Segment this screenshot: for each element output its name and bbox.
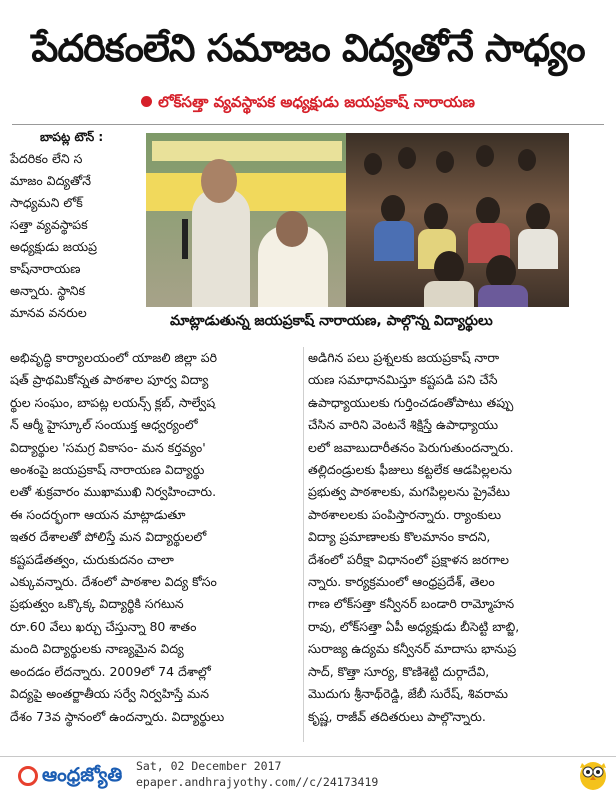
- photo-audience-head: [476, 145, 494, 167]
- photo-audience-head: [434, 251, 464, 285]
- lead-paragraph: పేదరికం లేని స మాజం విద్యతోనే సాధ్యమని లోక్ సత్తా వ్యవస్థాపక అధ్యక్షుడు జయప్ర కాష్‌నారాయణ అన్నారు. స్థానిక మానవ వనరుల: [10, 151, 97, 320]
- column-divider: [303, 347, 304, 742]
- andhrajyothy-logo: [18, 758, 123, 792]
- photo-speaker: [192, 188, 250, 307]
- photo-audience-head: [381, 195, 405, 223]
- photo-audience-head: [398, 147, 416, 169]
- article-column-1: అభివృద్ధి కార్యాలయంలో యాజలి జిల్లా పరి షత్ ప్రాథమికోన్నత పాఠశాల పూర్వ విద్యా ర్థుల సంఘం, బాపట్ల లయన్స్ క్లబ్, సాల్వేష న్ ఆర్మీ హైస్కూల్ సంయుక్త ఆధ్వర్యంలో విద్యార్థుల 'సమగ్ర వికాసం- మన కర్తవ్యం' అంశంపై జయప్రకాష్ నారాయణ విద్యార్థు లతో శుక్రవారం ముఖాముఖి నిర్వహించారు. ఈ సందర్భంగా ఆయన మాట్లాడుతూ ఇతర దేశాలతో పోలిస్తే మన విద్యార్థులలో కష్టపడేతత్వం, చురుకుదనం చాలా ఎక్కువన్నారు. దేశంలో పాఠశాల విద్య కోసం ప్రభుత్వం ఒక్కొక్క విద్యార్థికి సగటున రూ.60 వేలు ఖర్చు చేస్తున్నా 80 శాతం మంది విద్యార్థులకు నాణ్యమైన విద్య అందడం లేదన్నారు. 2009లో 74 దేశాల్లో విద్యపై అంతర్జాతీయ సర్వే నిర్వహిస్తే మన దేశం 73వ స్థానంలో ఉందన్నారు. విద్యార్థులు: [10, 350, 225, 724]
- footer-divider: [0, 756, 616, 757]
- article-photo: [146, 133, 569, 307]
- footer-date: Sat, 02 December 2017: [136, 759, 282, 773]
- photo-caption: మాట్లాడుతున్న జయప్రకాష్ నారాయణ, పాల్గొన్న విద్యార్థులు: [170, 313, 493, 329]
- photo-speaker-head: [201, 159, 237, 203]
- photo-audience-head: [476, 197, 500, 225]
- header-divider: [12, 124, 604, 125]
- footer-meta: [136, 758, 378, 790]
- photo-banner: [152, 141, 342, 161]
- photo-audience-head: [436, 151, 454, 173]
- photo-audience-body: [518, 229, 558, 269]
- photo-audience-head: [486, 255, 516, 289]
- andhrajyothy-logo-icon: [18, 766, 38, 786]
- photo-audience-body: [374, 221, 414, 261]
- photo-microphone: [182, 219, 188, 259]
- photo-audience-head: [364, 153, 382, 175]
- red-dot-icon: [141, 96, 152, 107]
- photo-audience-body: [424, 281, 474, 307]
- photo-audience-head: [424, 203, 448, 231]
- photo-audience-body: [478, 285, 528, 307]
- article-subheadline-row: [0, 93, 616, 119]
- article-column-2: అడిగిన పలు ప్రశ్నలకు జయప్రకాష్ నారా యణ సమాధానమిస్తూ కష్టపడి పని చేసే ఉపాధ్యాయులకు గుర్తించడంతోపాటు తప్పు చేసిన వారిని వెంటనే శిక్షిస్తే ఉపాధ్యాయు లలో జవాబుదారీతనం పెరుగుతుందన్నారు. తల్లిదండ్రులకు ఫీజులు కట్టలేక ఆడపిల్లలను ప్రభుత్వ పాఠశాలకు, మగపిల్లలను ప్రైవేటు పాఠశాలలకు పంపిస్తారన్నారు. ర్యాంకులు విద్యా ప్రమాణాలకు కొలమానం కాదని, దేశంలో పరీక్షా విధానంలో ప్రక్షాళన జరగాల న్నారు. కార్యక్రమంలో ఆంధ్రప్రదేశ్, తెలం గాణ లోక్‌సత్తా కన్వీనర్ బండారి రామ్మోహన రావు, లోక్‌సత్తా ఏపీ అధ్యక్షుడు బీసెట్టి బాబ్జి, సురాజ్య ఉద్యమ కన్వీనర్ మాదాసు భానుప్ర సాద్, కొత్తా సూర్య, కొణిశెట్టి దుర్గాదేవి, మొదుగు శ్రీనాథ్‌రెడ్డి, జేబీ సురేష్, శివరామ కృష్ణ, రాజీవ్ తదితరులు పాల్గొన్నారు.: [308, 350, 520, 724]
- footer-url[interactable]: epaper.andhrajyothy.com//c/24173419: [136, 775, 379, 789]
- owl-icon: [578, 757, 608, 791]
- photo-seated-man-head: [276, 211, 308, 247]
- dateline: బాపట్ల టౌన్ :: [40, 130, 104, 144]
- photo-audience-head: [526, 203, 550, 231]
- logo-text: ఆంధ్రజ్యోతి: [42, 764, 123, 786]
- article-headline: పేదరికంలేని సమాజం విద్యతోనే సాధ్యం: [31, 26, 585, 70]
- photo-audience-head: [518, 149, 536, 171]
- article-subheadline: లోక్‌సత్తా వ్యవస్థాపక అధ్యక్షుడు జయప్రకాష్ నారాయణ: [158, 93, 475, 111]
